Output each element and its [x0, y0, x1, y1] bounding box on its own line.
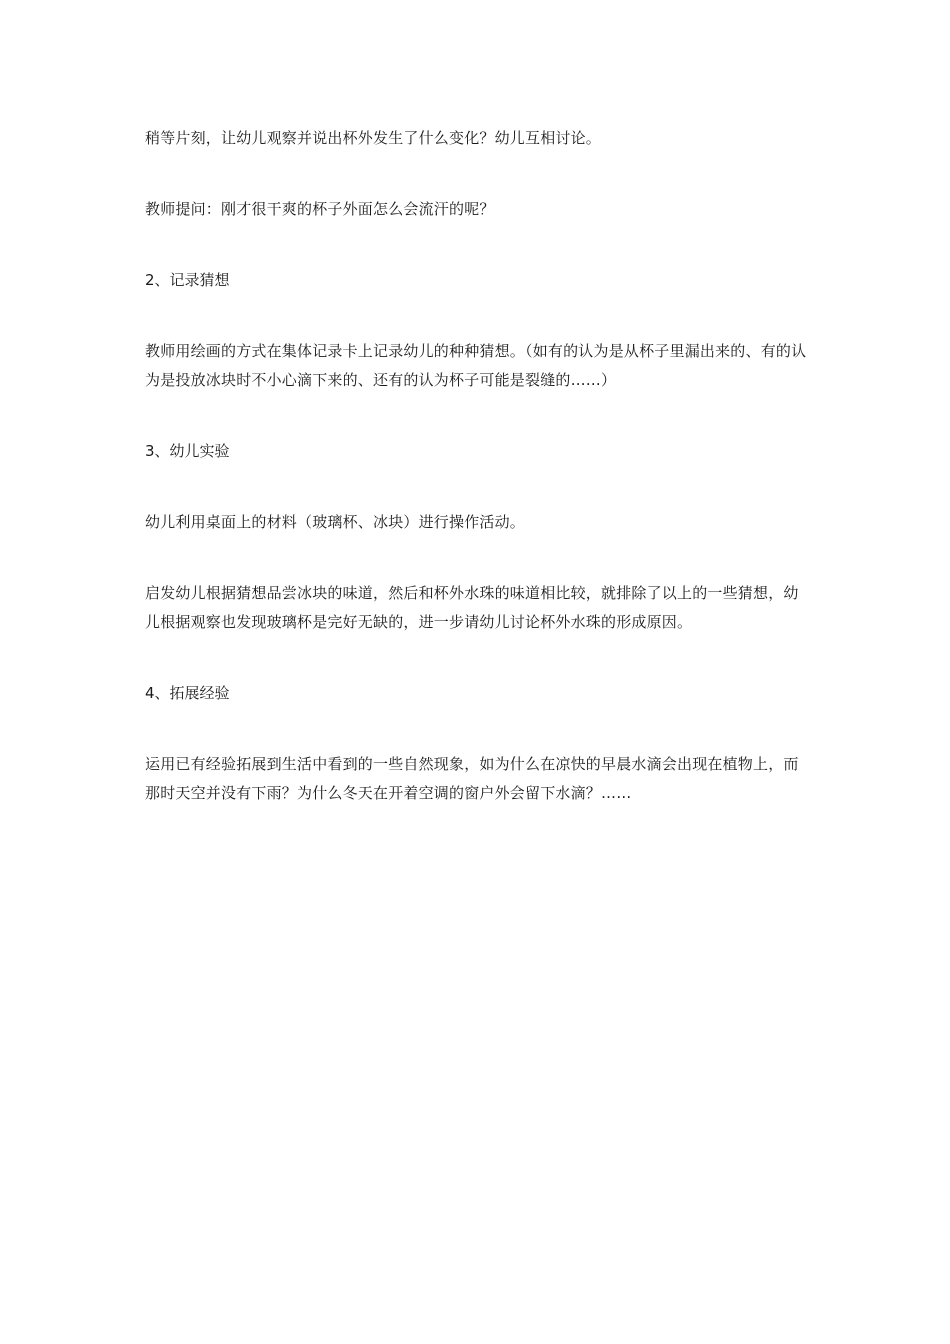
- document-body: [145, 124, 810, 850]
- paragraph-record-guesses: 教师用绘画的方式在集体记录卡上记录幼儿的种种猜想。（如有的认为是从杯子里漏出来的、有的认为是投放冰块时不小心滴下来的、还有的认为杯子可能是裂缝的……）: [145, 342, 807, 389]
- paragraph-teacher-question: 教师提问：刚才很干爽的杯子外面怎么会流汗的呢？: [145, 200, 495, 218]
- paragraph-taste-compare: 启发幼儿根据猜想品尝冰块的味道，然后和杯外水珠的味道相比较，就排除了以上的一些猜想，幼儿根据观察也发现玻璃杯是完好无缺的，进一步请幼儿讨论杯外水珠的形成原因。: [145, 584, 799, 631]
- section-heading-record-guesses: 2、记录猜想: [145, 271, 230, 289]
- paragraph-natural-phenomena: 运用已有经验拓展到生活中看到的一些自然现象，如为什么在凉快的早晨水滴会出现在植物上，而那时天空并没有下雨？为什么冬天在开着空调的窗户外会留下水滴？……: [145, 755, 799, 802]
- paragraph-observe-change: 稍等片刻，让幼儿观察并说出杯外发生了什么变化？幼儿互相讨论。: [145, 129, 602, 147]
- section-heading-experiment: 3、幼儿实验: [145, 442, 230, 460]
- paragraph-experiment-materials: 幼儿利用桌面上的材料（玻璃杯、冰块）进行操作活动。: [145, 513, 526, 531]
- section-heading-extend-experience: 4、拓展经验: [145, 684, 230, 702]
